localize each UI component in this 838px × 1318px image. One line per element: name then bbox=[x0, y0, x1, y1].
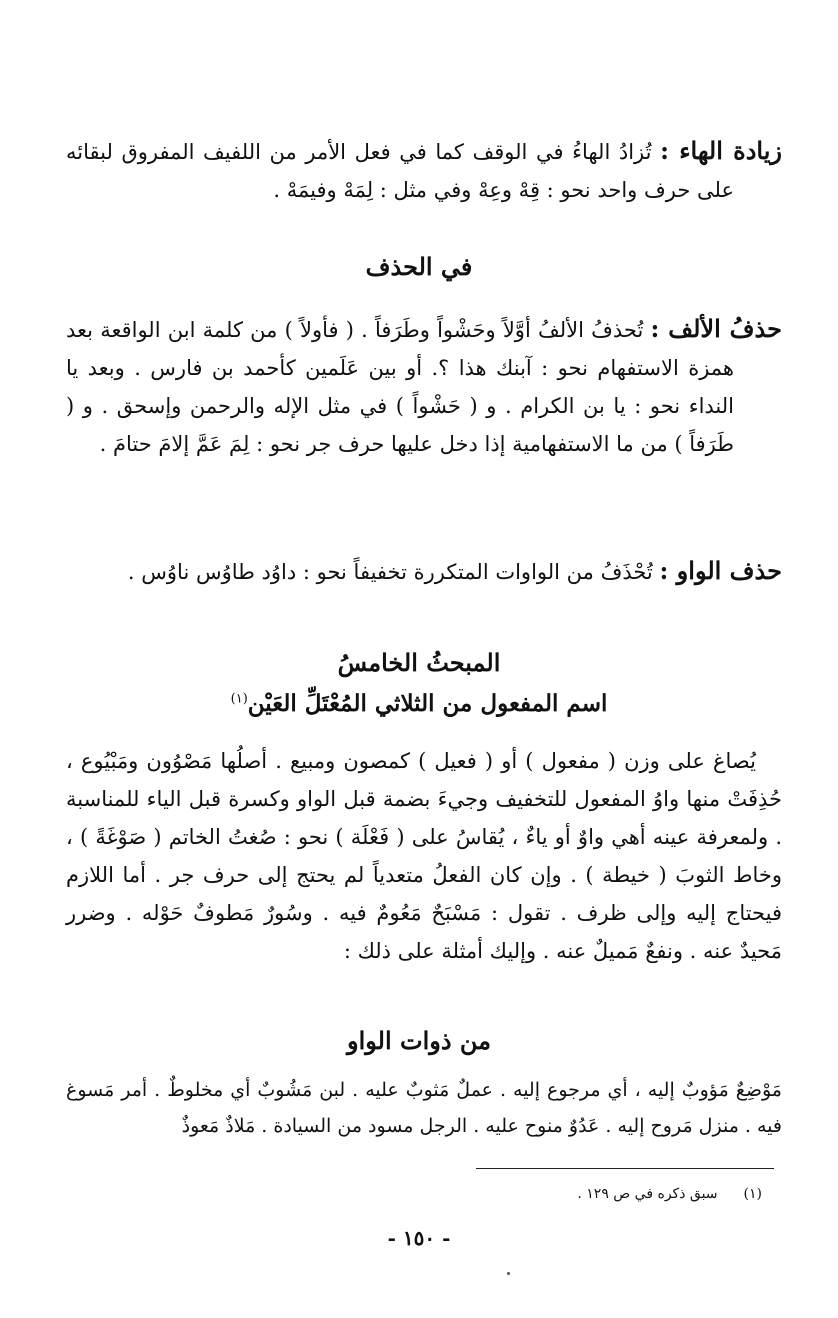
footnote-ref[interactable]: (١) bbox=[230, 691, 248, 707]
section-alif bbox=[66, 310, 782, 463]
footnote-number: (١) bbox=[743, 1186, 762, 1202]
section-haa bbox=[66, 132, 782, 209]
mabhath-subtitle bbox=[0, 690, 838, 717]
text-haa: تُزادُ الهاءُ في الوقف كما في فعل الأمر من اللفيف المفروق لبقائه على حرف واحد نحو : قِهْ وعِهْ وفي مثل : لِمَهْ وفيمَهْ . bbox=[66, 140, 734, 202]
footnote-divider bbox=[476, 1168, 774, 1169]
footnote bbox=[577, 1186, 762, 1202]
text-alif: تُحذفُ الألفُ أوَّلاً وحَشْواً وطَرَفاً . ( فأولاً ) من كلمة ابن الواقعة بعد همزة الاستفهام نحو : آبنك هذا ؟. أو بين عَلَمين كأحمد بن فارس . وبعد يا النداء نحو : يا بن الكرام . و ( حَشْواً ) في مثل الإله والرحمن وإسحق . و ( طَرَفاً ) من ما الاستفهامية إذا دخل عليها حرف جر نحو : لِمَ عَمَّ إلامَ حتامَ . bbox=[66, 318, 734, 456]
scan-speck bbox=[507, 1272, 510, 1275]
paragraph-mabhath: يُصاغ على وزن ( مفعول ) أو ( فعيل ) كمصون ومبيع . أصلُها مَصْوُون ومَبْيُوع ، حُذِفَتْ منها واوُ المفعول للتخفيف وجيءَ بضمة قبل الواو وكسرة قبل الياء للمناسبة . ولمعرفة عينه أهي واوٌ أو ياءٌ ، يُقاسُ على ( فَعْلَة ) نحو : صُغتُ الخاتم ( صَوْغَةً ) ، وخاط الثوبَ ( خيطة ) . وإن كان الفعلُ متعدياً لم يحتج إلى حرف جر . أما اللازم فيحتاج إليه وإلى ظرف . تقول : مَسْبَحٌ مَعُومٌ فيه . وسُورٌ مَطوفٌ حَوْله . وضرر مَحيدٌ عنه . ونفعٌ مَميلٌ عنه . وإليك أمثلة على ذلك : bbox=[66, 749, 782, 963]
mabhath-title: المبحثُ الخامسُ bbox=[337, 648, 501, 677]
heading-hadhf: في الحذف bbox=[365, 252, 473, 281]
section-waw bbox=[66, 552, 782, 591]
term-alif: حذفُ الألف : bbox=[650, 314, 782, 343]
section-dhawat bbox=[66, 1072, 782, 1144]
term-haa: زيادة الهاء : bbox=[660, 136, 782, 165]
page-number: - ١٥٠ - bbox=[387, 1226, 451, 1250]
term-waw: حذف الواو : bbox=[659, 556, 782, 585]
paragraph-dhawat: مَوْضِعٌ مَؤوبٌ إليه ، أي مرجوع إليه . عملٌ مَثوبٌ عليه . لبن مَشُوبٌ أي مخلوطٌ . أمر مَسوغ فيه . منزل مَروح إليه . عَدُوٌ منوح عليه . الرجل مسود من السيادة . مَلاذٌ مَعوذٌ bbox=[66, 1079, 782, 1137]
text-waw: تُحْذَفُ من الواوات المتكررة تخفيفاً نحو : داوُد طاوُس ناوُس . bbox=[127, 560, 653, 584]
heading-dhawat-waw: من ذوات الواو bbox=[346, 1026, 491, 1055]
paragraph-haa bbox=[66, 132, 782, 209]
section-mabhath bbox=[66, 742, 782, 970]
paragraph-waw bbox=[66, 552, 782, 591]
footnote-text: سبق ذكره في ص ١٢٩ . bbox=[577, 1186, 718, 1202]
paragraph-alif bbox=[66, 310, 782, 463]
mabhath-subtitle-text: اسم المفعول من الثلاثي المُعْتَلِّ العَيْن bbox=[247, 690, 608, 717]
